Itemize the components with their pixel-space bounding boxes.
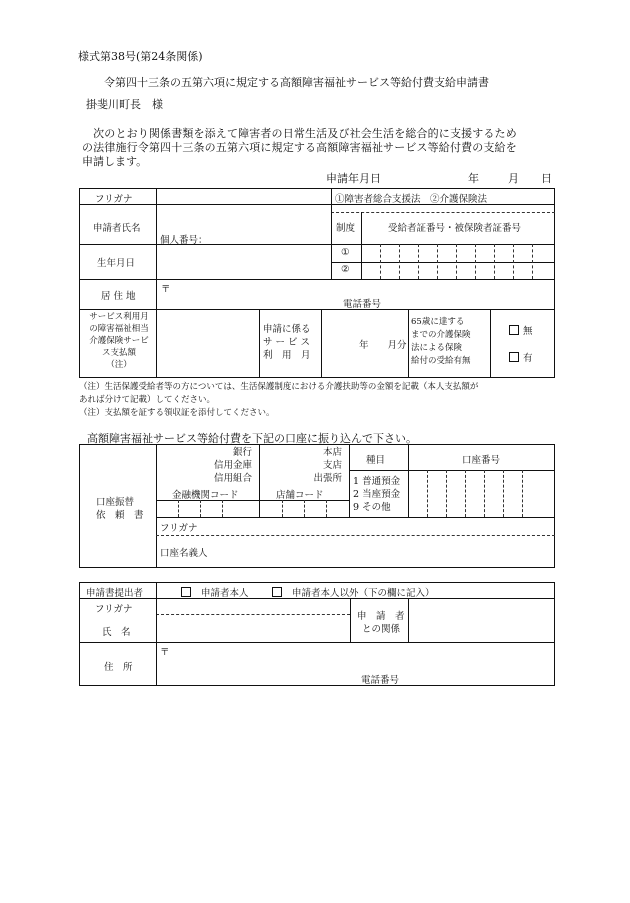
submitter-label: 申請書提出者	[86, 588, 144, 599]
system-label: 制度	[336, 223, 356, 234]
system-mark-2: ②	[341, 264, 350, 275]
system-mark-1: ①	[341, 247, 350, 258]
note-2: （注）支払額を証する領収証を添付してください。	[79, 408, 275, 418]
addressee: 掛斐川町長 様	[86, 98, 163, 111]
intro-line-3: 申請します。	[82, 155, 148, 168]
birth-date-label: 生年月日	[97, 258, 136, 269]
form-number: 様式第38号(第24条関係)	[78, 50, 203, 63]
checkbox-icon[interactable]	[181, 587, 191, 597]
intro-line-1: 次のとおり関係書類を添えて障害者の日常生活及び社会生活を総合的に支援するため	[82, 127, 517, 140]
date-month[interactable]: 月	[508, 172, 519, 185]
institution-code-label: 金融機関コード	[172, 490, 239, 501]
account-category-label: 種目	[366, 455, 386, 466]
bank-intro: 高額障害福祉サービス等給付費を下記の口座に振り込んで下さい。	[87, 432, 417, 445]
residence-phone-label: 電話番号	[343, 299, 382, 310]
bank-side-label-2: 依 頼 書	[96, 510, 144, 521]
residence-label: 居 住 地	[101, 291, 136, 302]
submitter-phone-label: 電話番号	[361, 675, 400, 686]
submitter-name-label: 氏 名	[102, 627, 131, 638]
account-holder-label: 口座名義人	[160, 548, 208, 559]
age65-label: 65歳に達する までの介護保険 法による保険 給付の受給有無	[411, 317, 471, 366]
checkbox-icon[interactable]	[272, 587, 282, 597]
branch-type-options[interactable]: 本店 支店 出張所	[313, 447, 342, 484]
insurance-exists-checkbox[interactable]: 有	[509, 350, 533, 364]
relation-label-2: との関係	[362, 624, 401, 635]
insurance-none-checkbox[interactable]: 無	[509, 323, 533, 337]
date-day[interactable]: 日	[541, 172, 552, 185]
bank-side-label-1: 口座振替	[96, 497, 135, 508]
form-title: 令第四十三条の五第六項に規定する高額障害福祉サービス等給付費支給申請書	[104, 76, 489, 89]
submitter-address-label: 住 所	[104, 662, 133, 673]
account-type-options[interactable]: 1 普通預金 2 当座預金 9 その他	[353, 476, 401, 513]
submitter-self-option[interactable]: 申請者本人	[181, 585, 249, 599]
checkbox-icon[interactable]	[509, 352, 519, 362]
applicant-furigana-label: フリガナ	[95, 194, 133, 205]
note-1-line-1: （注）生活保護受給者等の方については、生活保護制度における介護扶助等の金額を記載（本人支払額が	[79, 382, 479, 392]
submitter-postal-mark: 〒	[160, 647, 170, 658]
intro-line-2: の法律施行令第四十三条の五第六項に規定する高額障害福祉サービス等給付費の支給を	[82, 141, 517, 154]
submitter-other-option[interactable]: 申請者本人以外（下の欄に記入）	[272, 585, 435, 599]
service-amount-label: サービス利用月 の障害福祉相当 介護保険サービ ス支払額 （注）	[89, 312, 149, 370]
date-label: 申請年月日	[326, 172, 381, 185]
submitter-furigana-label: フリガナ	[95, 604, 133, 615]
applicant-name-label: 申請者氏名	[93, 223, 141, 234]
individual-number-label: 個人番号：	[160, 235, 208, 246]
checkbox-icon[interactable]	[509, 325, 519, 335]
bank-type-options[interactable]: 銀行 信用金庫 信用組合	[213, 447, 252, 484]
account-number-label: 口座番号	[462, 455, 501, 466]
relation-label-1: 申 請 者	[357, 611, 405, 622]
holder-furigana-label: フリガナ	[160, 523, 198, 534]
note-1-line-2: あれば分けて記載）してください。	[79, 395, 216, 405]
certificate-number-label: 受給者証番号・被保険者証番号	[388, 223, 522, 234]
residence-postal-mark: 〒	[161, 284, 171, 295]
law-options[interactable]: ①障害者総合支援法 ②介護保険法	[335, 194, 488, 205]
service-year-month[interactable]: 年 月分	[359, 340, 407, 351]
branch-code-label: 店舗コード	[276, 490, 324, 501]
date-year[interactable]: 年	[468, 172, 479, 185]
service-month-label: 申請に係る サ ー ビ ス 利 用 月	[263, 324, 311, 361]
